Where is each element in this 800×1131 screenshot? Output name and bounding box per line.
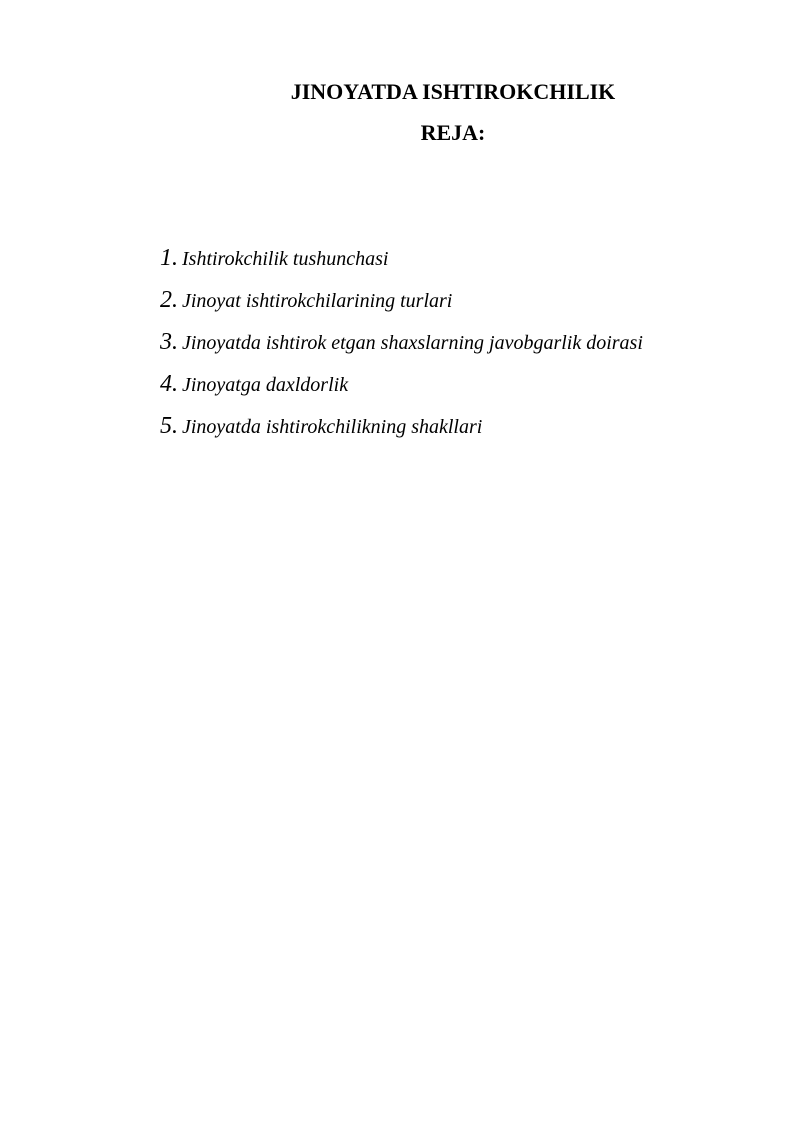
- list-item-number: 4.: [160, 371, 178, 397]
- list-item: [160, 327, 643, 369]
- list-item-text: Jinoyatda ishtirokchilikning shakllari: [182, 416, 483, 438]
- plan-list: [160, 243, 643, 453]
- plan-heading: REJA:: [420, 120, 486, 145]
- list-item-text: Jinoyatda ishtirok etgan shaxslarning javobgarlik doirasi: [182, 332, 643, 354]
- list-item: [160, 285, 643, 327]
- list-item-text: Jinoyatga daxldorlik: [182, 374, 349, 396]
- list-item-text: Jinoyat ishtirokchilarining turlari: [182, 290, 453, 312]
- list-item-number: 2.: [160, 287, 178, 313]
- list-item-text: Ishtirokchilik tushunchasi: [182, 248, 389, 270]
- list-item-number: 5.: [160, 413, 178, 439]
- list-item: [160, 369, 643, 411]
- list-item: [160, 411, 643, 453]
- list-item: [160, 243, 643, 285]
- list-item-number: 1.: [160, 245, 178, 271]
- document-title: JINOYATDA ISHTIROKCHILIK: [290, 79, 616, 104]
- list-item-number: 3.: [160, 329, 178, 355]
